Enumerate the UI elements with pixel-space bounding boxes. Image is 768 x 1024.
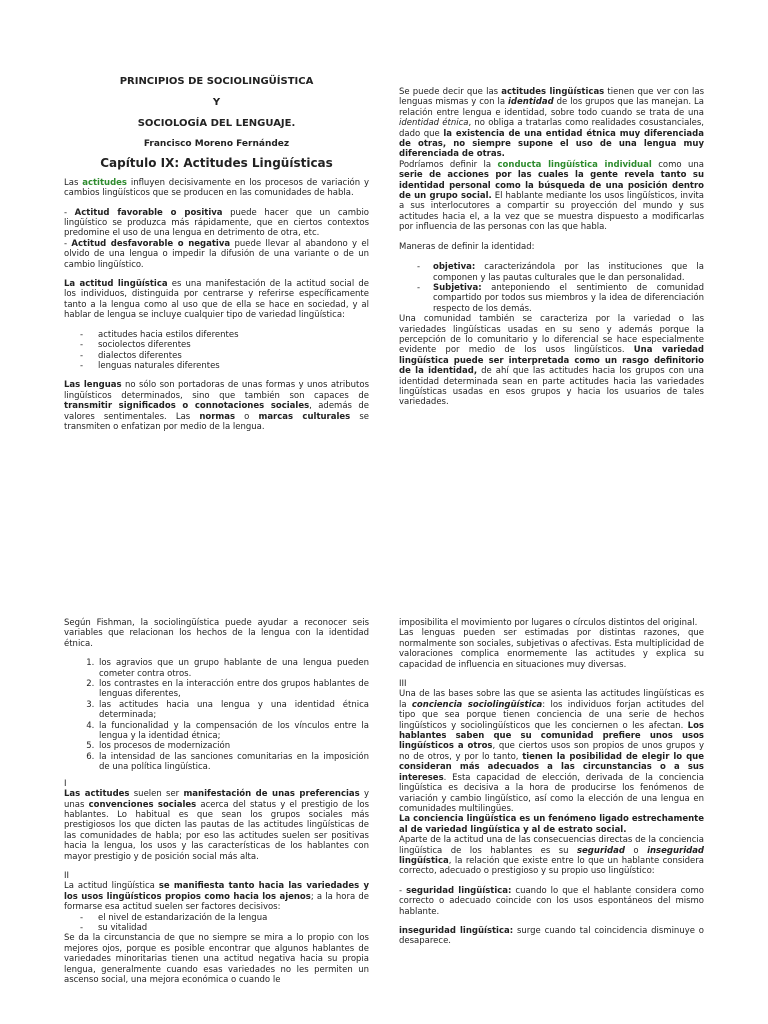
- paragraph-fishman: Según Fishman, la sociolingüística puede ayudar a reconocer seis variables que relacionan los hechos de la lengua con la identidad étnica.: [64, 618, 369, 649]
- identity-list: [399, 262, 704, 314]
- section-numeral-i: I: [64, 778, 67, 789]
- paragraph-seguridad-def: - seguridad lingüística: cuando lo que el hablante considera como correcto o adecuado coincide con los usos espontáneos del mismo hablante.: [399, 885, 704, 917]
- page2-right-column: [399, 618, 704, 956]
- list-item: - objetiva: caracterizándola por las instituciones que la componen y las pautas culturales que le dan personalidad.: [417, 262, 704, 283]
- paragraph-actitud-desfavorable: - Actitud desfavorable o negativa puede llevar al abandono y el olvido de una lengua o impedir la difusión de una variante o de un cambio lingüístico.: [64, 238, 369, 270]
- list-item: 2. los contrastes en la interacción entre dos grupos hablantes de lenguas diferentes,: [97, 679, 369, 700]
- list-item: 4. la funcionalidad y la compensación de los vínculos entre la lengua y la identidad étnica;: [97, 721, 369, 742]
- factors-list: [64, 913, 369, 934]
- list-item: 5. los procesos de modernización: [97, 741, 369, 751]
- section-numeral-iii: III: [399, 679, 407, 690]
- paragraph-preferencias: Las actitudes suelen ser manifestación de unas preferencias y unas convenciones sociales acerca del status y el prestigio de los hablantes. Lo habitual es que sean los grupos sociales más prestigiosos los que dicten las pautas de las actitudes lingüísticas de las comunidades de habla; por eso las actitudes suelen ser positivas hacia la lengua, los usos y las características de los hablantes con mayor prestigio y de posición social más alta.: [64, 789, 369, 862]
- list-item: - actitudes hacia estilos diferentes: [80, 330, 369, 340]
- paragraph-conciencia-ligada: La conciencia lingüística es un fenómeno ligado estrechamente al de variedad lingüística y al de estrato social.: [399, 814, 704, 835]
- list-item: 1. los agravios que un grupo hablante de una lengua pueden cometer contra otros.: [97, 658, 369, 679]
- list-item: - Subjetiva: anteponiendo el sentimiento de comunidad compartido por todos sus miembros y la idea de diferenciación respecto de los demás.: [417, 283, 704, 314]
- paragraph-identidad: Se puede decir que las actitudes lingüísticas tienen que ver con las lenguas mismas y con la identidad de los grupos que las manejan. La relación entre lengua e identidad, sobre todo cuando se trata de una identidad étnica, no obliga a tratarlas como realidades cosustanciales, dado que la existencia de una entidad étnica muy diferenciada de otras, no siempre supone el uso de una lengua muy diferenciada de otras.: [399, 87, 705, 160]
- chapter-title: Capítulo IX: Actitudes Lingüísticas: [100, 156, 333, 171]
- author-name: Francisco Moreno Fernández: [143, 139, 290, 149]
- paragraph-actitud-favorable: - Actitud favorable o positiva puede hacer que un cambio lingüístico se produzca más rápidamente, que en ciertos contextos predomine el uso de una lengua en detrimento de otra, etc.: [64, 207, 370, 239]
- list-item: - su vitalidad: [80, 923, 369, 933]
- list-item: - dialectos diferentes: [80, 351, 369, 361]
- paragraph-minoritarias: Se da la circunstancia de que no siempre se mira a lo propio con los mejores ojos, porque es posible encontrar que algunos hablantes de variedades minoritarias tienen una actitud negativa hacia su propia lengua, generalmente cuando esas variedades no les permiten un ascenso social, una mejora económica o cuando le: [64, 933, 369, 985]
- list-item: 6. la intensidad de las sanciones comunitarias en la imposición de una política lingüística.: [97, 752, 369, 773]
- section-numeral-ii: II: [64, 870, 70, 881]
- paragraph-actitud-linguistica: La actitud lingüística es una manifestación de la actitud social de los individuos, distinguida por centrarse y referirse específicamente tanto a la lengua como al uso que de ella se hace en sociedad, y al hablar de lengua se incluye cualquier tipo de variedad lingüística:: [64, 279, 369, 321]
- page1-left-column: [64, 76, 369, 441]
- book-title-line-3: SOCIOLOGÍA DEL LENGUAJE.: [137, 118, 296, 129]
- paragraph-imposibilita: imposibilita el movimiento por lugares o círculos distintos del original.: [399, 618, 698, 628]
- page2-left-column: [64, 618, 369, 985]
- paragraph-maneras: Maneras de definir la identidad:: [399, 241, 535, 252]
- page1-right-column: [399, 87, 704, 417]
- list-item: - el nivel de estandarización de la lengua: [80, 913, 369, 923]
- paragraph-conducta-individual: Podríamos definir la conducta lingüística individual como una serie de acciones por las cuales la gente revela tanto su identidad personal como la búsqueda de una posición dentro de un grupo social. El hablante mediante los usos lingüísticos, invita a sus interlocutores a compartir su proyección del mundo y sus actitudes hacia el, a la vez que se muestra dispuesto a modificarlas por influencia de las personas con las que habla.: [399, 159, 704, 233]
- paragraph-comunidad: Una comunidad también se caracteriza por la variedad o las variedades lingüísticas usadas en su seno y además porque la percepción de lo comunitario y lo diferencial se hace especialmente evidente por medio de los usos lingüísticos. Una variedad lingüística puede ser interpretada como un rasgo definitorio de la identidad, de ahí que las actitudes hacia los grupos con una identidad determinada sean en parte actitudes hacia las variedades lingüísticas usadas en esos grupos y hacia los usuarios de tales variedades.: [399, 314, 705, 408]
- paragraph-conciencia: Una de las bases sobre las que se asienta las actitudes lingüísticas es la conciencia sociolingüística: los individuos forjan actitudes del tipo que sea porque tienen conciencia de una serie de hechos lingüísticos y sociolingüísticos que les conciernen o les afectan. Los hablantes saben que su comunidad prefiere unos usos lingüísticos a otros, que ciertos usos son propios de unos grupos y no de otros, y por lo tanto, tienen la posibilidad de elegir lo que consideran más adecuados a las circunstancias o a sus intereses. Esta capacidad de elección, derivada de la conciencia lingüística es decisiva a la hora de producirse los fenómenos de variación y cambio lingüístico, así como la elección de una lengua en comunidades multilingües.: [399, 689, 704, 814]
- fishman-variables-list: [64, 658, 369, 772]
- paragraph-seguridad: Aparte de la actitud una de las consecuencias directas de la conciencia lingüística de los hablantes es su seguridad o inseguridad lingüística, la relación que existe entre lo que un hablante considera correcto, adecuado o prestigioso y su propio uso lingüístico:: [399, 835, 705, 877]
- book-title-line-2: Y: [212, 97, 221, 108]
- book-title-line-1: PRINCIPIOS DE SOCIOLINGÜÍSTICA: [119, 76, 314, 87]
- list-item: 3. las actitudes hacia una lengua y una identidad étnica determinada;: [97, 700, 369, 721]
- paragraph-actitudes-intro: Las actitudes influyen decisivamente en los procesos de variación y cambios lingüísticos que se producen en las comunidades de habla.: [64, 177, 370, 199]
- list-item: - lenguas naturales diferentes: [80, 361, 369, 371]
- list-item: - sociolectos diferentes: [80, 340, 369, 350]
- paragraph-inseguridad-def: inseguridad lingüística: surge cuando tal coincidencia disminuye o desaparece.: [399, 925, 704, 947]
- paragraph-estimadas: Las lenguas pueden ser estimadas por distintas razones, que normalmente son sociales, subjetivas o afectivas. Esta multiplicidad de valoraciones complica enormemente las actitudes y explica su capacidad de influencia en situaciones muy diversas.: [399, 628, 704, 670]
- paragraph-las-lenguas: Las lenguas no sólo son portadoras de unas formas y unos atributos lingüísticos determinados, sino que también son capaces de transmitir significados o connotaciones sociales, además de valores sentimentales. Las normas o marcas culturales se transmiten o enfatizan por medio de la lengua.: [64, 380, 369, 432]
- paragraph-propios-ajenos: La actitud lingüística se manifiesta tanto hacia las variedades y los usos lingüísticos propios como hacia los ajenos; a la hora de formarse esa actitud suelen ser factores decisivos:: [64, 881, 369, 913]
- variety-list: [64, 330, 369, 372]
